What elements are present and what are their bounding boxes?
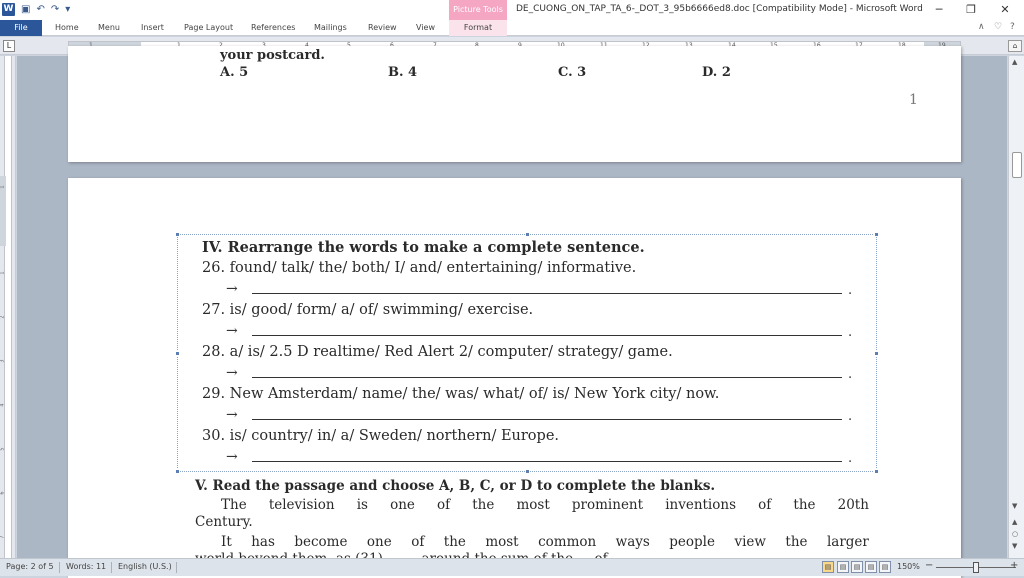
passage-word: view (734, 534, 766, 550)
arrow-icon: → (226, 323, 238, 339)
passage-word: the (785, 534, 808, 550)
status-divider (176, 562, 177, 573)
resize-handle[interactable] (525, 469, 530, 474)
arrow-icon: → (226, 407, 238, 423)
question-29: 29. New Amsterdam/ name/ the/ was/ what/ of/ is/ New York city/ now. (202, 386, 720, 402)
question-26: 26. found/ talk/ the/ both/ I/ and/ entertaining/ informative. (202, 260, 637, 276)
previous-page-icon[interactable]: ▲ (1012, 518, 1018, 526)
vruler-number: 3 (0, 359, 6, 363)
vertical-scrollbar[interactable] (1008, 56, 1024, 558)
passage-line: Century. (195, 514, 253, 530)
passage-word: most (485, 534, 519, 550)
vruler-number: 7 (0, 535, 6, 539)
zoom-in-button[interactable]: + (1010, 560, 1019, 571)
zoom-out-button[interactable]: − (925, 560, 934, 571)
section-4-title: IV. Rearrange the words to make a complete sentence. (202, 239, 645, 256)
vruler-number: 6 (0, 491, 6, 495)
answer-line-26 (226, 281, 853, 298)
blank-rule (252, 461, 842, 462)
tab-file[interactable]: File (0, 20, 42, 36)
blank-rule (252, 335, 842, 336)
passage-line (195, 534, 869, 550)
outline-view-button[interactable]: ▤ (865, 561, 877, 573)
resize-handle[interactable] (874, 469, 879, 474)
answer-line-29 (226, 407, 853, 424)
answer-line-27 (226, 323, 853, 340)
resize-handle[interactable] (874, 351, 879, 356)
option-b: B. 4 (388, 65, 418, 80)
redo-icon[interactable]: ↷ (50, 4, 60, 15)
passage-word: prominent (571, 497, 644, 513)
arrow-icon: → (226, 365, 238, 381)
next-page-icon[interactable]: ▼ (1012, 542, 1018, 550)
passage-word: is (356, 497, 368, 513)
period: . (848, 283, 853, 298)
vruler-number: 2 (0, 315, 6, 319)
tab-page-layout[interactable]: Page Layout (184, 23, 234, 32)
passage-word: the (472, 497, 495, 513)
vertical-ruler-bar (4, 56, 12, 558)
blank-rule (252, 377, 842, 378)
question-30: 30. is/ country/ in/ a/ Sweden/ northern/ Europe. (202, 428, 560, 444)
passage-word: television (268, 497, 335, 513)
passage-word: most (516, 497, 550, 513)
word-count[interactable]: Words: 11 (66, 562, 107, 571)
picture-tools-label: Picture Tools (449, 0, 507, 20)
passage-word: the (443, 534, 466, 550)
print-layout-view-button[interactable]: ▤ (822, 561, 834, 573)
resize-handle[interactable] (175, 469, 180, 474)
tab-review[interactable]: Review (368, 23, 397, 32)
passage-word: larger (826, 534, 869, 550)
resize-handle[interactable] (175, 232, 180, 237)
section-5-title: V. Read the passage and choose A, B, C, or D to complete the blanks. (195, 478, 716, 494)
document-area[interactable] (17, 48, 1007, 558)
period: . (848, 367, 853, 382)
selected-image[interactable] (177, 234, 877, 472)
option-a: A. 5 (220, 65, 249, 80)
passage-word: of (437, 497, 451, 513)
passage-word: inventions (665, 497, 737, 513)
web-layout-view-button[interactable]: ▤ (851, 561, 863, 573)
scroll-up-icon[interactable]: ▲ (1012, 58, 1018, 66)
page-number: 1 (909, 92, 918, 108)
period: . (848, 409, 853, 424)
tab-format[interactable]: Format (449, 20, 507, 36)
period: . (848, 451, 853, 466)
status-bar (0, 558, 1024, 576)
quick-access-toolbar (2, 3, 70, 16)
period: . (848, 325, 853, 340)
full-screen-reading-view-button[interactable]: ▤ (837, 561, 849, 573)
save-icon[interactable]: ▣ (21, 4, 31, 15)
passage-word: one (390, 497, 415, 513)
tab-insert[interactable]: Insert (141, 23, 164, 32)
page-2[interactable] (68, 178, 961, 578)
tab-stop-selector[interactable]: L (3, 40, 15, 52)
passage-word: the (793, 497, 816, 513)
passage-line (195, 497, 869, 513)
vruler-number: 1 (0, 185, 6, 189)
arrow-icon: → (226, 449, 238, 465)
customize-toolbar-icon[interactable]: ▾ (65, 4, 71, 15)
blank-rule (252, 419, 842, 420)
arrow-icon: → (226, 281, 238, 297)
minimize-button[interactable]: ─ (935, 3, 943, 16)
page-count[interactable]: Page: 2 of 5 (6, 562, 54, 571)
status-divider (59, 562, 60, 573)
window-title: DE_CUONG_ON_TAP_TA_6-_DOT_3_95b6666ed8.doc [Compatibility Mode] - Microsoft Word (516, 4, 923, 14)
select-browse-object-icon[interactable]: ○ (1012, 530, 1019, 538)
passage-word: people (669, 534, 715, 550)
scroll-down-icon[interactable]: ▼ (1012, 502, 1018, 510)
passage-word: The (221, 497, 247, 513)
tab-references[interactable]: References (251, 23, 296, 32)
options-icon[interactable]: ♡ (994, 22, 1003, 32)
passage-word: of (758, 497, 772, 513)
passage-word: become (294, 534, 348, 550)
previous-question-tail: your postcard. (220, 48, 325, 63)
passage-word: common (538, 534, 597, 550)
tab-home[interactable]: Home (55, 23, 79, 32)
tab-mailings[interactable]: Mailings (314, 23, 347, 32)
zoom-slider-thumb[interactable] (973, 562, 979, 573)
draft-view-button[interactable]: ▤ (879, 561, 891, 573)
vruler-number: 1 (0, 271, 6, 275)
blank-rule (252, 293, 842, 294)
language-indicator[interactable]: English (U.S.) (118, 562, 172, 571)
undo-icon[interactable]: ↶ (36, 4, 45, 15)
word-logo-icon[interactable]: W (3, 4, 14, 14)
vertical-ruler[interactable] (0, 56, 16, 558)
vruler-number: 4 (0, 403, 6, 407)
zoom-level[interactable]: 150% (897, 562, 920, 571)
passage-word: It (221, 534, 232, 550)
close-button[interactable]: ✕ (1000, 3, 1010, 16)
resize-handle[interactable] (175, 351, 180, 356)
resize-handle[interactable] (874, 232, 879, 237)
answer-line-28 (226, 365, 853, 382)
collapse-ribbon-icon[interactable]: ∧ (978, 22, 985, 32)
view-ruler-toggle[interactable]: ⌂ (1008, 40, 1022, 52)
title-bar (0, 0, 1024, 20)
status-divider (111, 562, 112, 573)
help-icon[interactable]: ? (1010, 22, 1015, 32)
resize-handle[interactable] (525, 232, 530, 237)
scroll-thumb[interactable] (1012, 152, 1022, 178)
option-c: C. 3 (558, 65, 587, 80)
passage-word: ways (615, 534, 650, 550)
passage-word: one (366, 534, 392, 550)
page-1[interactable] (68, 46, 961, 162)
question-27: 27. is/ good/ form/ a/ of/ swimming/ exercise. (202, 302, 534, 318)
passage-word: 20th (837, 497, 869, 513)
passage-word: has (251, 534, 275, 550)
ribbon-tabs (0, 20, 1024, 36)
tab-view[interactable]: View (416, 23, 435, 32)
vruler-number: 5 (0, 447, 6, 451)
tab-menu[interactable]: Menu (98, 23, 120, 32)
answer-line-30 (226, 449, 853, 466)
question-28: 28. a/ is/ 2.5 D realtime/ Red Alert 2/ computer/ strategy/ game. (202, 344, 673, 360)
passage-word: of (411, 534, 425, 550)
option-d: D. 2 (702, 65, 731, 80)
restore-button[interactable]: ❐ (966, 3, 976, 16)
